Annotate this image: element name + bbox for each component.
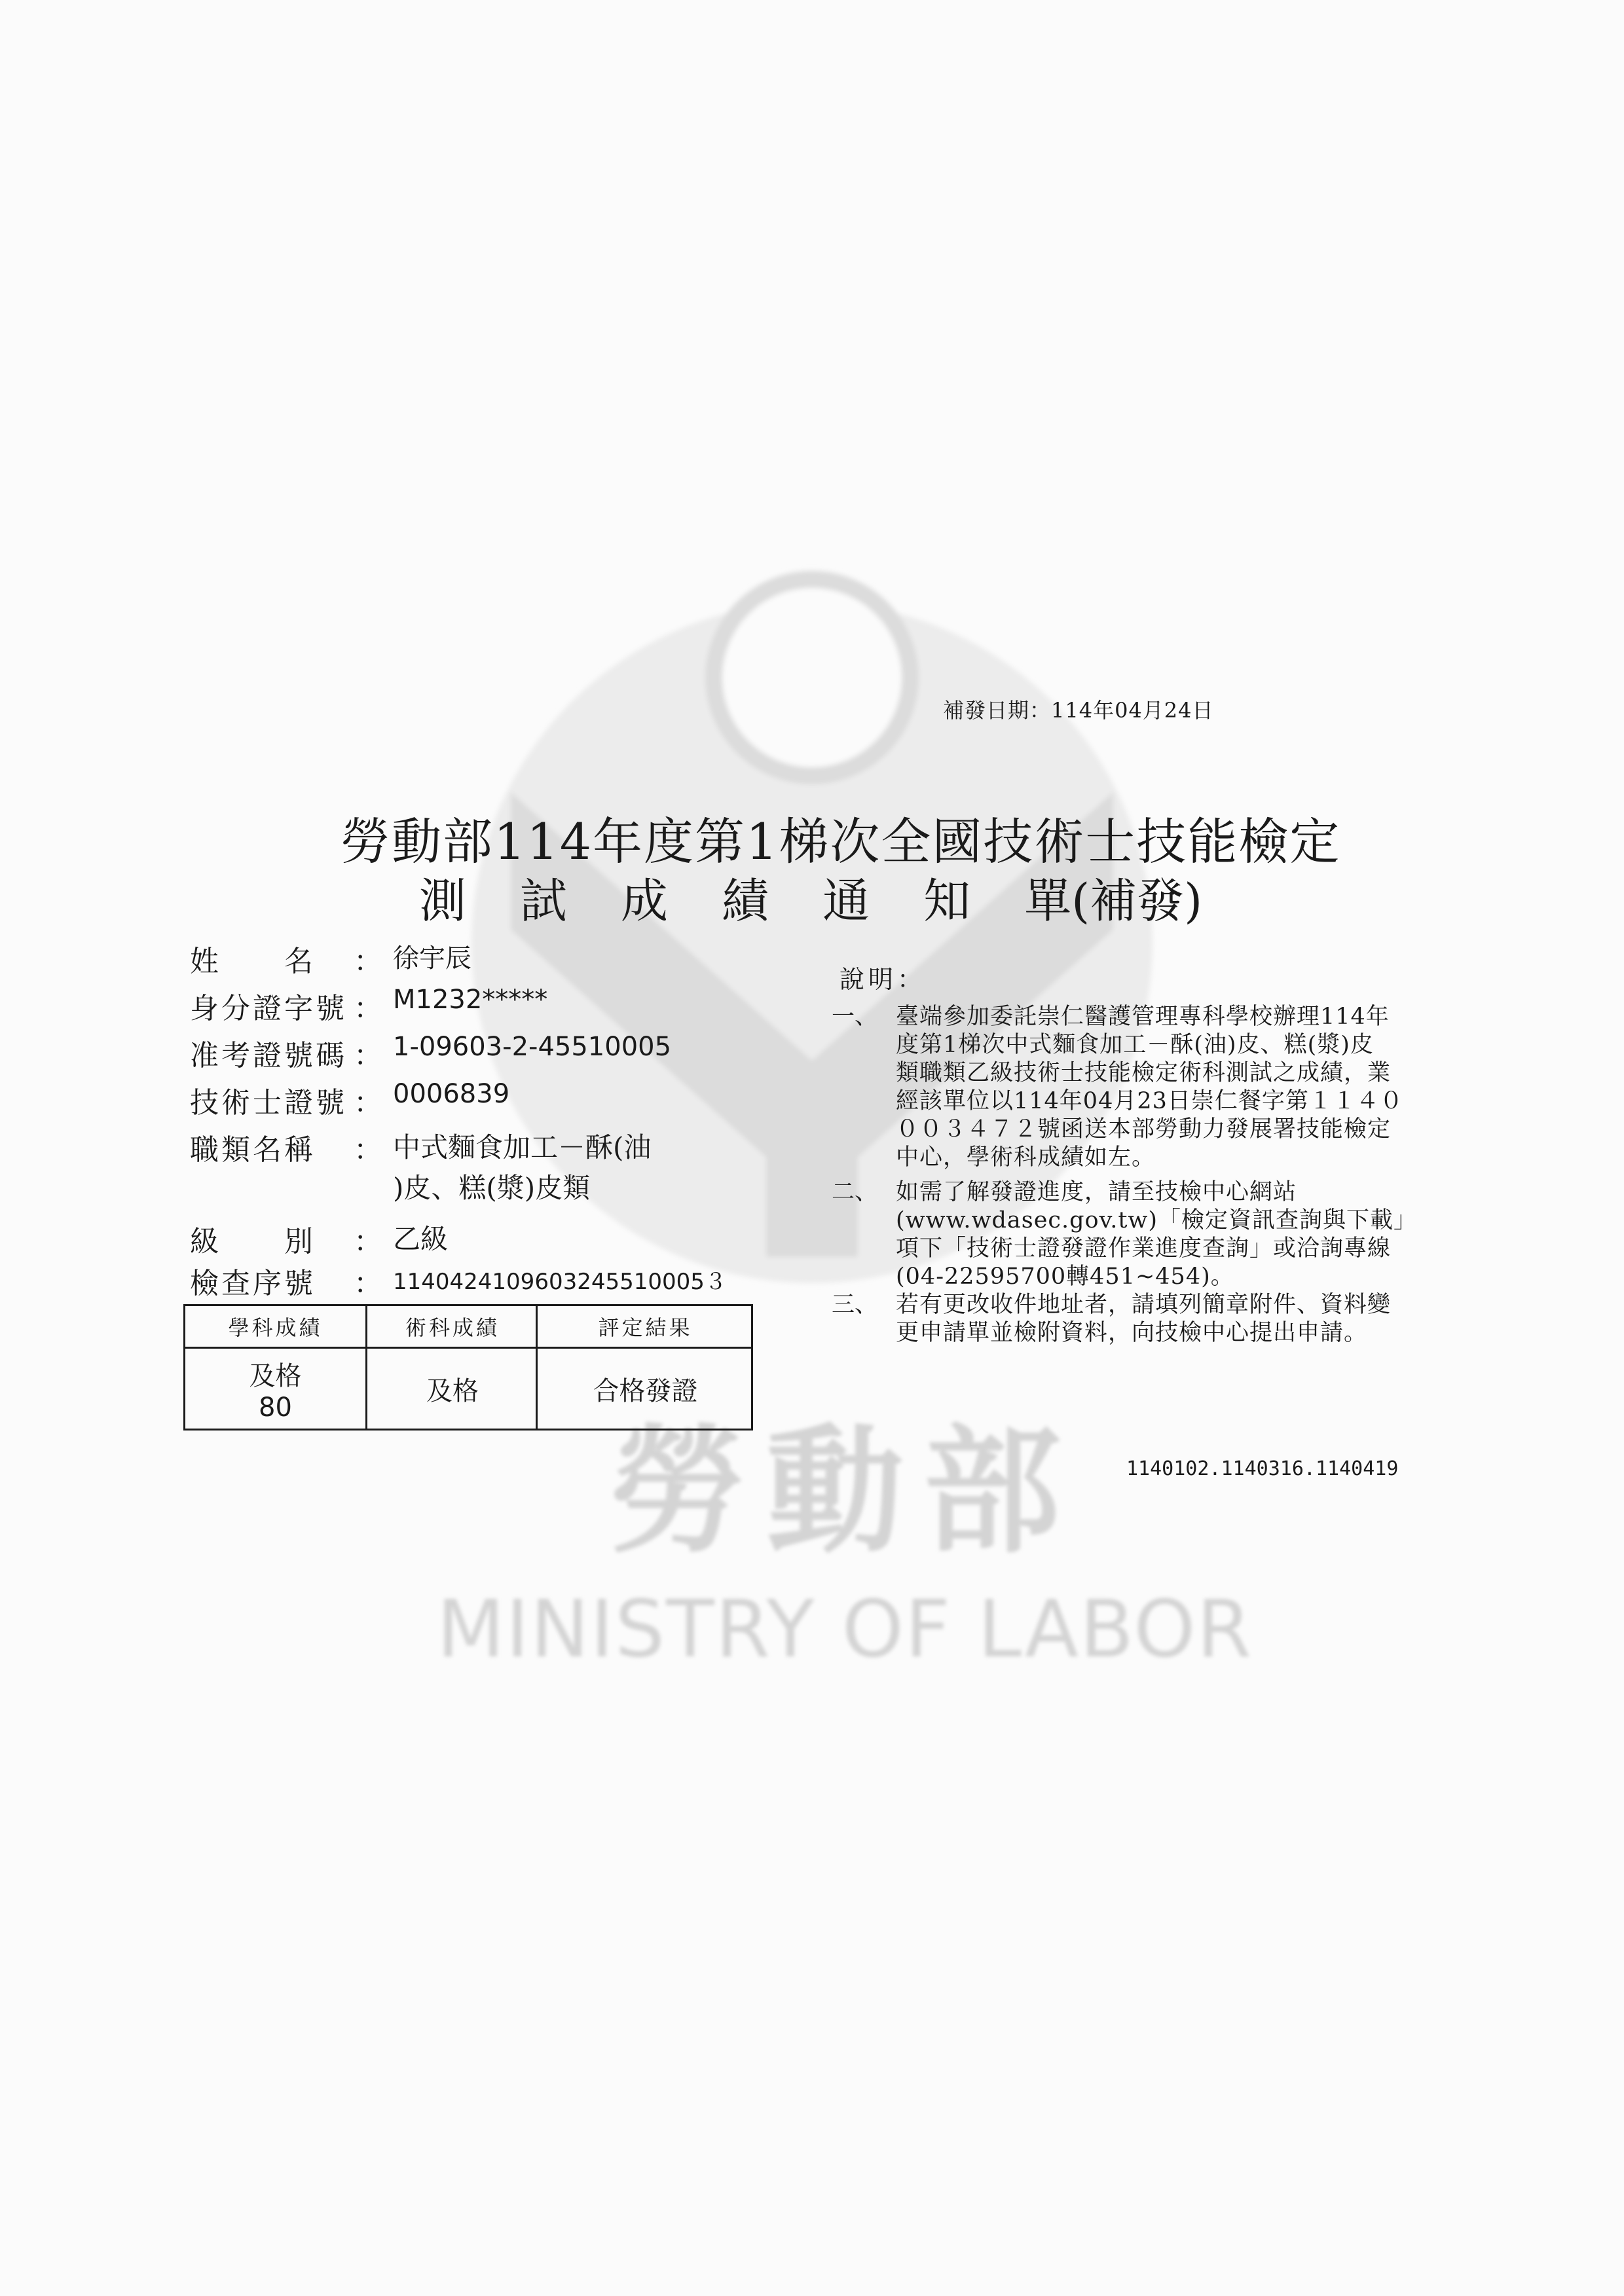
- academic-score-cell: [185, 1347, 365, 1430]
- id-number-value: M1232*****: [393, 985, 548, 1015]
- level-value: 乙級: [393, 1223, 449, 1255]
- scores-table: [183, 1304, 753, 1430]
- info-colon: ：: [354, 1086, 382, 1120]
- info-colon: ：: [354, 1267, 382, 1300]
- notes-heading: 說明：: [840, 965, 927, 994]
- reissue-date: 補發日期：114年04月24日: [943, 698, 1214, 723]
- note-text: 若有更改收件地址者，請填列簡章附件、資料變 更申請單並檢附資料，向技檢中心提出申請。: [896, 1292, 1392, 1346]
- job-category-value-line2: )皮、糕(漿)皮類: [393, 1172, 591, 1204]
- evaluation-header: 評定結果: [536, 1306, 753, 1347]
- note-text: 臺端參加委託崇仁醫護管理專科學校辦理114年 度第1梯次中式麵食加工－酥(油)皮、糕(漿)皮 類職類乙級技術士技能檢定術科測試之成績，業 經該單位以114年04月23日崇仁餐字第１１４０ ００３４７２號函送本部勞動力發展署技能檢定 中心，學術科成績如左。: [896, 1004, 1403, 1171]
- watermark-english-text: MINISTRY OF LABOR: [436, 1584, 1253, 1675]
- academic-result: 及格: [249, 1360, 302, 1391]
- info-label: 身分證字號: [190, 992, 347, 1025]
- job-category-value-line1: 中式麵食加工－酥(油: [393, 1131, 652, 1163]
- watermark-chinese-text: 勞動部: [608, 1412, 1080, 1572]
- title-char: 試: [520, 873, 568, 928]
- document-title-line2: [419, 863, 1202, 931]
- info-colon: ：: [354, 992, 382, 1025]
- scores-header-row: [185, 1306, 751, 1349]
- note-mark: 三、: [832, 1292, 878, 1318]
- note-mark: 二、: [832, 1179, 878, 1205]
- document-title-line1: 勞動部114年度第1梯次全國技術士技能檢定: [341, 812, 1341, 871]
- title-char: 績: [722, 873, 769, 928]
- evaluation-result: 合格發證: [536, 1347, 753, 1430]
- certificate-number-value: 0006839: [393, 1079, 510, 1109]
- title-char: 成: [621, 873, 669, 928]
- admission-number-value: 1-09603-2-45510005: [393, 1032, 672, 1062]
- serial-number-value: 1140424109603245510005３: [393, 1269, 727, 1295]
- note-text: 如需了解發證進度，請至技檢中心網站 (www.wdasec.gov.tw)「檢定資訊查詢與下載」 項下「技術士證發證作業進度查詢」或洽詢專線 (04-22595700轉451~454)。: [896, 1179, 1418, 1290]
- practical-result: 及格: [365, 1347, 538, 1430]
- info-label: 檢查序號: [190, 1267, 316, 1300]
- title-char: 單(補發): [1024, 873, 1203, 928]
- info-colon: ：: [354, 1039, 382, 1072]
- info-label: 姓 名: [190, 945, 316, 978]
- practical-score-header: 術科成績: [365, 1306, 538, 1347]
- info-colon: ：: [354, 945, 382, 978]
- name-value: 徐宇辰: [393, 943, 471, 974]
- title-char: 知: [923, 873, 971, 928]
- scores-body-row: [185, 1347, 751, 1430]
- academic-score-header: 學科成績: [228, 1315, 323, 1340]
- info-label: 級 別: [190, 1225, 316, 1258]
- document-reference-codes: 1140102.1140316.1140419: [1126, 1457, 1399, 1480]
- title-char: 測: [419, 873, 467, 928]
- info-label: 准考證號碼: [190, 1039, 347, 1072]
- info-label: 技術士證號: [190, 1086, 347, 1120]
- academic-score: 80: [259, 1392, 292, 1423]
- note-mark: 一、: [832, 1004, 878, 1030]
- title-char: 通: [822, 873, 870, 928]
- info-colon: ：: [354, 1225, 382, 1258]
- info-colon: ：: [354, 1133, 382, 1167]
- info-label: 職類名稱: [190, 1133, 316, 1167]
